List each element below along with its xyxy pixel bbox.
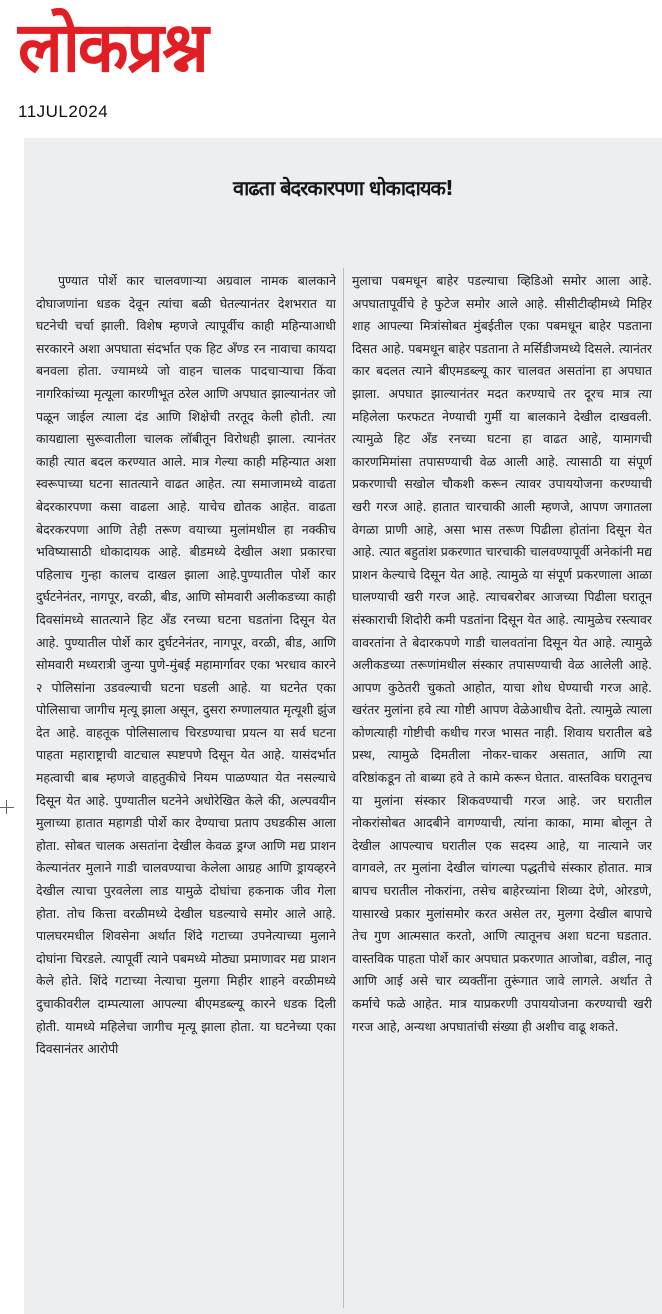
logo-text: लोकप्रश्न	[18, 7, 207, 88]
article-column-right: मुलाचा पबमधून बाहेर पडल्याचा व्हिडिओ समोर आला आहे. अपघातापूर्वीचे हे फुटेज समोर आले आहे. सीसीटीव्हीमध्ये मिहिर शाह आपल्या मित्रांसोबत मुंबईतील एका पबमधून बाहेर पडताना दिसत आहे. पबमधून बाहेर पडताना ते मर्सिडीजमध्ये दिसले. त्यानंतर कार बदलत त्याने बीएमडब्ल्यू कार चालवत असतांना हा अपघात झाला. अपघात झाल्यानंतर मदत करण्याचे तर दूरच मात्र त्या महिलेला फरफटत नेण्याची गुर्मी या बालकाने देखील दाखवली. त्यामुळे हिट अँड रनच्या घटना हा वाढत आहे, यामागची कारणमिमांसा तपासण्याची वेळ आली आहे. त्यासाठी या संपूर्ण प्रकरणाची सखोल चौकशी करून त्यावर उपाययोजना करण्याची खरी गरज आहे. हातात चारचाकी आली म्हणजे, आपण जगातला वेगळा प्राणी आहे, असा भास तरूण पिढीला होतांना दिसून येत आहे. त्यात बहुतांश प्रकरणात चारचाकी चालवण्यापूर्वी अनेकांनी मद्य प्राशन केल्याचे दिसून येत आहे. त्यामुळे या संपूर्ण प्रकरणाला आळा घालण्याची खरी गरज आहे. त्याचबरोबर आजच्या पिढीला घरातून संस्काराची शिदोरी कमी पडतांना दिसून येत आहे. त्यामुळेच रस्त्यावर वावरतांना ते बेदारकपणे गाडी चालवतांना दिसून येत आहे. त्यामुळे अलीकडच्या तरूणांमधील संस्कार तपासण्याची वेळ आलेली आहे. आपण कुठेतरी चुकतो आहोत, याचा शोध घेण्याची गरज आहे. खरंतर मुलांना हवे त्या गोष्टी आपण वेळेआधीच देतो. त्यामुळे त्याला कोणत्याही गोष्टीची कधीच गरज भासत नाही. शिवाय घरातील बडे प्रस्थ, त्यामुळे दिमतीला नोकर-चाकर असतात, आणि त्या वरिष्ठांकडून तो बाब्या हवे ते कामे करून घेतात. वास्तविक घरातूनच या मुलांना संस्कार शिकवण्याची गरज आहे. जर घरातील नोकरांसोबत आदबीने वागण्याची, त्यांना काका, मामा बोलून ते देखील आपल्याच घरातील एक सदस्य आहे, या नात्याने जर वागवले, तर मुलांना देखील चांगल्या पद्धतीचे संस्कार होतात. मात्र बापच घरातील नोकरांना, तसेच बाहेरच्यांना शिव्या देणे, ओरडणे, यासारखे प्रकार मुलांसमोर करत असेल तर, मुलगा देखील बापाचे तेच गुण आत्मसात करतो, आणि त्यातूनच अशा घटना घडतात. वास्तविक पाहता पोर्शे कार अपघात प्रकरणात आजोबा, वडील, नातू आणि आई असे चार व्यक्तींना तुरूंगात जावे लागले. अर्थात ते कर्माचे फळे आहेत. मात्र याप्रकरणी उपाययोजना करण्याची खरी गरज आहे, अन्यथा अपघातांची संख्या ही अशीच वाढू शकते.	[352, 273, 652, 1034]
masthead	[0, 0, 662, 135]
crop-mark-icon	[0, 800, 14, 814]
column-divider	[343, 268, 344, 1308]
article-column-left: पुण्यात पोर्शे कार चालवणाऱ्या अग्रवाल नामक बालकाने दोघाजणांना धडक देवून त्यांचा बळी घेतल्यानंतर देशभरात या घटनेची चर्चा झाली. विशेष म्हणजे त्यापूर्वीच काही महिन्याआधी सरकारने अशा अपघाता संदर्भात एक हिट अँण्ड रन नावाचा कायदा बनवला होता. ज्यामध्ये जो वाहन चालक पादचाऱ्याचा किंवा नागरिकांच्या मृत्यूला कारणीभूत ठरेल आणि अपघात झाल्यानंतर जो पळून जाईल त्याला दंड आणि शिक्षेची तरतूद केली होती. त्या कायद्याला सुरूवातीला चालक लॉबीतून विरोधही झाला. त्यानंतर काही त्यात बदल करण्यात आले. मात्र गेल्या काही महिन्यात अशा स्वरूपाच्या घटना सातत्याने वाढत आहेत. त्या समाजामध्ये वाढता बेदरकारपणा कसा वाढला आहे. याचेच द्योतक आहेत. वाढता बेदरकरपणा आणि तेही तरूण वयाच्या मुलांमधील हा नक्कीच भविष्यासाठी धोकादायक आहे. बीडमध्ये देखील अशा प्रकारचा पहिलाच गुन्हा कालच दाखल झाला आहे.पुण्यातील पोर्शे कार दुर्घटनेनंतर, नागपूर, वरळी, बीड, आणि सोमवारी अलीकडच्या काही दिवसांमध्ये सातत्याने हिट अँड रनच्या घटना घडतांना दिसून येत आहे. पुण्यातील पोर्शे कार दुर्घटनेनंतर, नागपूर, वरळी, बीड, आणि सोमवारी मध्यरात्री जुन्या पुणे-मुंबई महामार्गावर एका भरधाव कारने २ पोलिसांना उडवल्याची घटना घडली आहे. या घटनेत एका पोलिसाचा जागीच मृत्यू झाला असून, दुसरा रुग्णालयात मृत्यूशी झुंज देत आहे. वाहतूक पोलिसालाच चिरडण्याचा प्रयत्न या सर्व घटना पाहता महाराष्ट्राची वाटचाल स्पष्टपणे दिसून येत आहे. यासंदर्भात महत्वाची बाब म्हणजे वाहतुकीचे नियम पाळण्यात येत नसल्याचे दिसून येत आहे. पुण्यातील घटनेने अधोरेखित केले की, अल्पवयीन मुलाच्या हातात महागडी पोर्शे कार देण्याचा प्रताप उघडकीस आला होता. सोबत चालक असतांना देखील केवळ ड्रग्ज आणि मद्य प्राशन केल्यानंतर मुलाने गाडी चालवण्याचा केलेला आग्रह आणि ड्रायव्हरने देखील त्याचा पुरवलेला लाड यामुळे दोघांचा हकनाक जीव गेला होता. तोच कित्ता वरळीमध्ये देखील घडल्याचे समोर आले आहे. पालघरमधील शिवसेना अर्थात शिंदे गटाच्या उपनेत्याच्या मुलाने दोघांना चिरडले. त्यापूर्वी त्याने पबमध्ये मोठ्या प्रमाणावर मद्य प्राशन केले होते. शिंदे गटाच्या नेत्याचा मुलगा मिहीर शाहने वरळीमध्ये दुचाकीवरील दाम्पत्याला आपल्या बीएमडब्ल्यू कारने धडक दिली होती. यामध्ये महिलेचा जागीच मृत्यू झाला होता. या घटनेच्या एका दिवसानंतर आरोपी	[36, 273, 336, 1057]
article-clipping	[24, 138, 662, 1314]
newspaper-logo	[8, 0, 298, 100]
publication-date: 11JUL2024	[18, 102, 109, 121]
article-headline: वाढता बेदरकारपणा धोकादायक!	[233, 176, 453, 200]
